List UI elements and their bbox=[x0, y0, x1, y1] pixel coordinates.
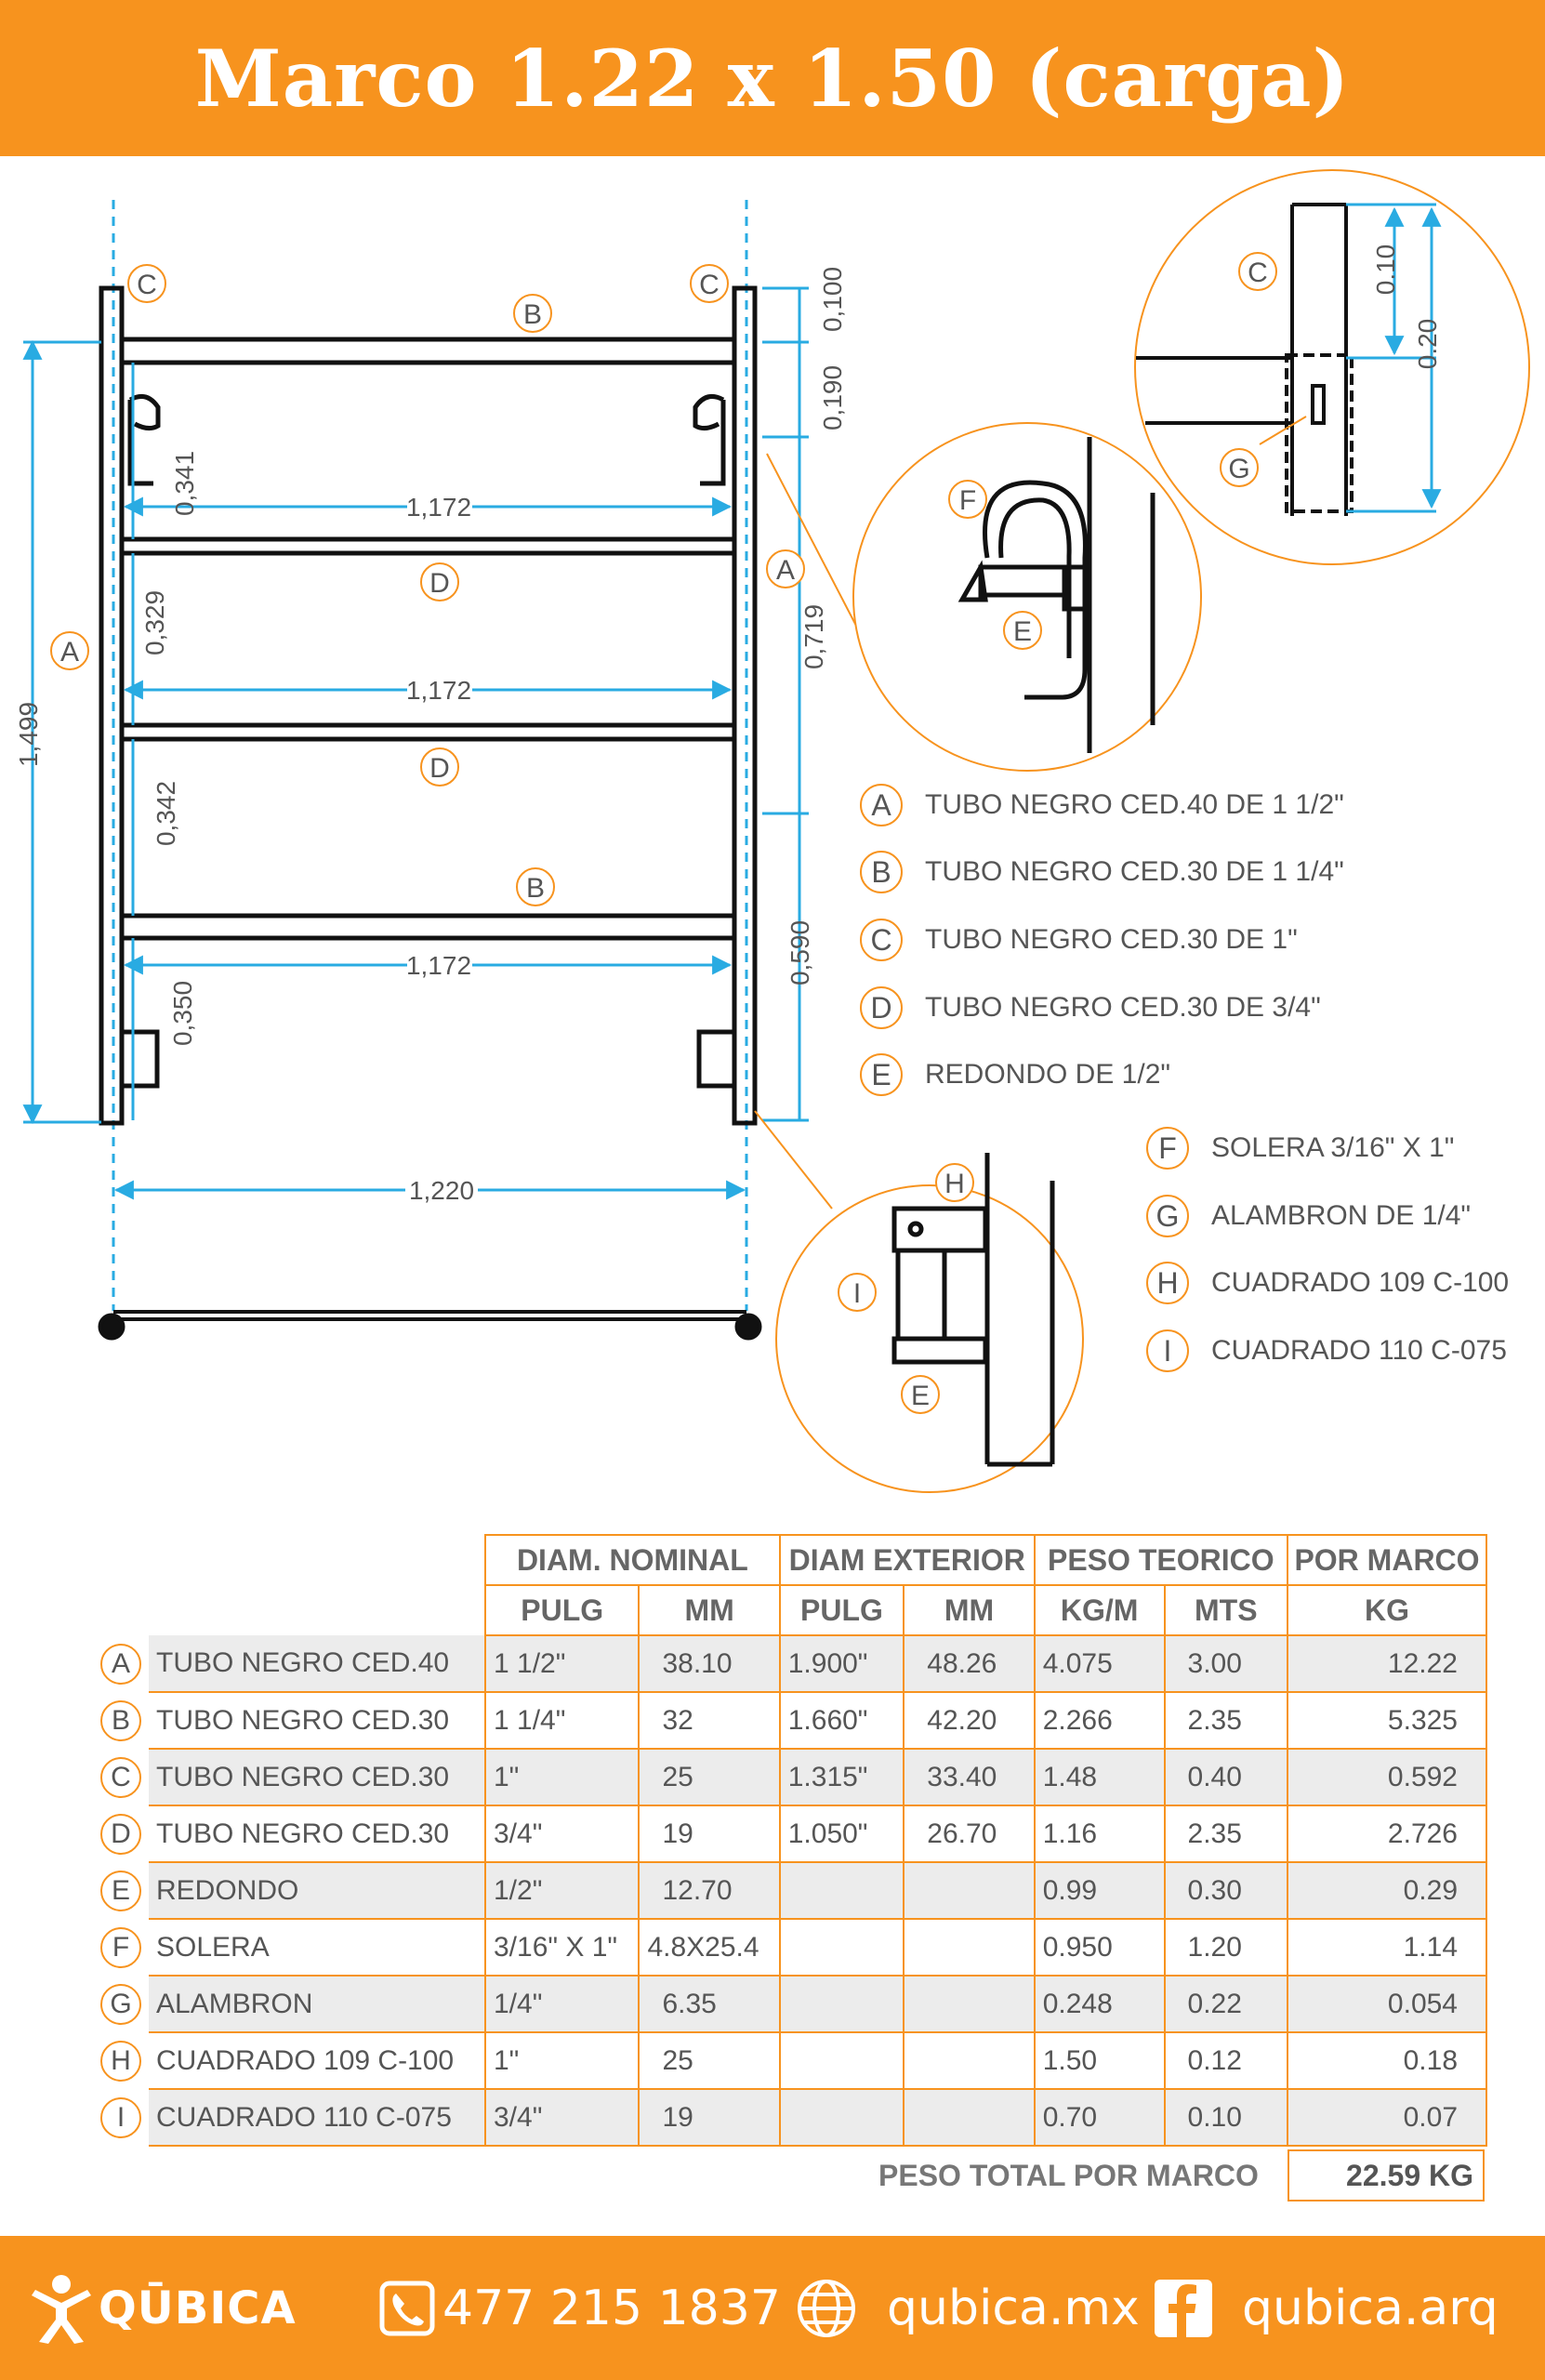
cell-ext-pulg bbox=[780, 1976, 905, 2032]
cell-nom-pulg: 3/16" X 1" bbox=[485, 1919, 639, 1976]
cell-mts: 0.40 bbox=[1165, 1749, 1288, 1805]
cell-nom-mm: 32 bbox=[639, 1692, 779, 1749]
legend-item-d bbox=[860, 986, 1321, 1029]
cell-kgm: 0.70 bbox=[1035, 2089, 1165, 2146]
cell-ext-pulg bbox=[780, 2089, 905, 2146]
cell-kg: 12.22 bbox=[1288, 1635, 1486, 1692]
dim-right-upper: 0,719 bbox=[799, 603, 828, 670]
cell-kg: 0.29 bbox=[1288, 1862, 1486, 1919]
dim-span-1: 1,172 bbox=[405, 493, 472, 522]
right-hook bbox=[695, 396, 723, 483]
dim-right-lower: 0,590 bbox=[786, 919, 814, 986]
dim-left-total: 1,499 bbox=[14, 701, 43, 768]
dim-detail-2: 0.20 bbox=[1413, 318, 1442, 370]
cell-kgm: 4.075 bbox=[1035, 1635, 1165, 1692]
legend-text: TUBO NEGRO CED.30 DE 1 1/4" bbox=[925, 856, 1344, 887]
svg-text:E: E bbox=[1012, 616, 1033, 647]
row-name: TUBO NEGRO CED.30 bbox=[149, 1749, 485, 1805]
total-value: 22.59 KG bbox=[1288, 2149, 1485, 2202]
footer-brand bbox=[28, 2236, 297, 2380]
top-rail-b bbox=[122, 339, 734, 363]
cell-nom-pulg: 1" bbox=[485, 1749, 639, 1805]
footer-facebook[interactable] bbox=[1155, 2236, 1499, 2380]
cell-ext-mm: 48.26 bbox=[904, 1635, 1034, 1692]
legend-item-i bbox=[1146, 1329, 1507, 1372]
cell-ext-pulg bbox=[780, 1862, 905, 1919]
cell-nom-mm: 4.8X25.4 bbox=[639, 1919, 779, 1976]
legend-text: REDONDO DE 1/2" bbox=[925, 1059, 1171, 1090]
svg-text:E: E bbox=[910, 1381, 931, 1411]
legend-item-c bbox=[860, 919, 1298, 961]
weight-table bbox=[93, 1534, 1487, 2147]
legend-item-b bbox=[860, 851, 1344, 893]
sub-header-mm: MM bbox=[904, 1585, 1034, 1635]
legend-item-h bbox=[1146, 1262, 1509, 1304]
legend-badge: C bbox=[860, 919, 903, 961]
dim-overall-width: 1,220 bbox=[408, 1176, 475, 1205]
cell-nom-mm: 25 bbox=[639, 2032, 779, 2089]
legend-badge: A bbox=[860, 784, 903, 826]
row-name: ALAMBRON bbox=[149, 1976, 485, 2032]
legend-text: CUADRADO 110 C-075 bbox=[1211, 1335, 1507, 1366]
cell-kg: 0.18 bbox=[1288, 2032, 1486, 2089]
cell-mts: 0.30 bbox=[1165, 1862, 1288, 1919]
row-letter-badge: G bbox=[100, 1984, 141, 2025]
cell-kgm: 1.50 bbox=[1035, 2032, 1165, 2089]
legend-badge: B bbox=[860, 851, 903, 893]
footer-bar bbox=[0, 2236, 1545, 2380]
group-header-per-frame: POR MARCO bbox=[1288, 1535, 1486, 1585]
svg-text:A: A bbox=[59, 637, 80, 668]
row-letter-badge: I bbox=[100, 2097, 141, 2138]
legend-badge: H bbox=[1146, 1262, 1189, 1304]
cell-kgm: 0.950 bbox=[1035, 1919, 1165, 1976]
cell-mts: 2.35 bbox=[1165, 1805, 1288, 1862]
row-name: CUADRADO 109 C-100 bbox=[149, 2032, 485, 2089]
table-row bbox=[93, 2032, 1486, 2089]
cell-kg: 0.054 bbox=[1288, 1976, 1486, 2032]
website-link[interactable]: qubica.mx bbox=[887, 2280, 1140, 2336]
cell-ext-pulg: 1.900" bbox=[780, 1635, 905, 1692]
cell-kgm: 2.266 bbox=[1035, 1692, 1165, 1749]
table-row bbox=[93, 1692, 1486, 1749]
svg-text:C: C bbox=[137, 270, 157, 300]
dim-span-2: 1,172 bbox=[405, 676, 472, 705]
table-row bbox=[93, 1749, 1486, 1805]
legend-badge: G bbox=[1146, 1195, 1189, 1237]
page-title: Marco 1.22 x 1.50 (carga) bbox=[194, 32, 1351, 125]
person-logo-icon bbox=[28, 2271, 95, 2346]
cell-kgm: 1.48 bbox=[1035, 1749, 1165, 1805]
svg-text:C: C bbox=[1248, 258, 1268, 288]
row-name: REDONDO bbox=[149, 1862, 485, 1919]
cell-kg: 1.14 bbox=[1288, 1919, 1486, 1976]
legend-text: TUBO NEGRO CED.30 DE 1" bbox=[925, 924, 1298, 955]
rail-b-lower bbox=[122, 916, 734, 938]
cell-ext-mm: 33.40 bbox=[904, 1749, 1034, 1805]
cell-nom-pulg: 1 1/4" bbox=[485, 1692, 639, 1749]
sub-header-kg: KG bbox=[1288, 1585, 1486, 1635]
cell-ext-pulg: 1.660" bbox=[780, 1692, 905, 1749]
legend-item-a bbox=[860, 784, 1344, 826]
svg-text:G: G bbox=[1228, 454, 1250, 484]
svg-text:B: B bbox=[525, 873, 546, 904]
dim-left-4: 0,350 bbox=[168, 980, 197, 1047]
cell-nom-pulg: 3/4" bbox=[485, 2089, 639, 2146]
svg-text:H: H bbox=[944, 1169, 965, 1199]
legend-item-f bbox=[1146, 1127, 1454, 1170]
svg-text:F: F bbox=[958, 485, 977, 516]
sub-header-mm: MM bbox=[639, 1585, 779, 1635]
row-name: TUBO NEGRO CED.30 bbox=[149, 1692, 485, 1749]
cell-nom-mm: 38.10 bbox=[639, 1635, 779, 1692]
row-letter-badge: C bbox=[100, 1757, 141, 1798]
cell-ext-mm bbox=[904, 2089, 1034, 2146]
cell-nom-pulg: 1 1/2" bbox=[485, 1635, 639, 1692]
row-letter-badge: D bbox=[100, 1814, 141, 1855]
sub-header-kgm: KG/M bbox=[1035, 1585, 1165, 1635]
cell-nom-pulg: 1/4" bbox=[485, 1976, 639, 2032]
cell-kg: 0.07 bbox=[1288, 2089, 1486, 2146]
cell-nom-mm: 19 bbox=[639, 1805, 779, 1862]
legend-text: CUADRADO 109 C-100 bbox=[1211, 1267, 1510, 1298]
cell-mts: 3.00 bbox=[1165, 1635, 1288, 1692]
weight-table-area bbox=[93, 1534, 1487, 2147]
total-label: PESO TOTAL POR MARCO bbox=[878, 2159, 1259, 2192]
cell-mts: 2.35 bbox=[1165, 1692, 1288, 1749]
cell-ext-pulg: 1.050" bbox=[780, 1805, 905, 1862]
svg-text:C: C bbox=[699, 270, 720, 300]
legend-text: SOLERA 3/16" X 1" bbox=[1211, 1132, 1455, 1163]
cell-ext-mm bbox=[904, 1862, 1034, 1919]
detail-post-top bbox=[1135, 170, 1529, 564]
facebook-handle[interactable]: qubica.arq bbox=[1242, 2280, 1499, 2336]
row-name: TUBO NEGRO CED.30 bbox=[149, 1805, 485, 1862]
row-letter-badge: H bbox=[100, 2041, 141, 2082]
row-name: CUADRADO 110 C-075 bbox=[149, 2089, 485, 2146]
svg-text:D: D bbox=[429, 753, 450, 784]
legend-badge: D bbox=[860, 986, 903, 1029]
cell-ext-pulg bbox=[780, 2032, 905, 2089]
legend-text: ALAMBRON DE 1/4" bbox=[1211, 1200, 1472, 1231]
facebook-icon bbox=[1155, 2280, 1212, 2337]
row-letter-badge: A bbox=[100, 1644, 141, 1685]
cell-ext-pulg bbox=[780, 1919, 905, 1976]
table-row bbox=[93, 1805, 1486, 1862]
cell-ext-mm bbox=[904, 1976, 1034, 2032]
legend-item-g bbox=[1146, 1195, 1471, 1237]
cell-kgm: 1.16 bbox=[1035, 1805, 1165, 1862]
rail-d-2 bbox=[122, 725, 734, 739]
table-row bbox=[93, 2089, 1486, 2146]
left-clamp bbox=[122, 1032, 157, 1086]
group-header-exterior: DIAM EXTERIOR bbox=[780, 1535, 1035, 1585]
dim-top-gap: 0,190 bbox=[818, 364, 847, 431]
footer-website[interactable] bbox=[796, 2236, 1140, 2380]
row-letter-badge: B bbox=[100, 1700, 141, 1741]
legend-text: TUBO NEGRO CED.30 DE 3/4" bbox=[925, 992, 1321, 1023]
cell-nom-pulg: 3/4" bbox=[485, 1805, 639, 1862]
group-header-weight: PESO TEORICO bbox=[1035, 1535, 1288, 1585]
dim-span-3: 1,172 bbox=[405, 951, 472, 980]
phone-number[interactable]: 477 215 1837 bbox=[442, 2280, 781, 2336]
table-row bbox=[93, 1919, 1486, 1976]
svg-text:A: A bbox=[775, 555, 796, 586]
right-post bbox=[734, 288, 755, 1123]
cell-ext-mm: 26.70 bbox=[904, 1805, 1034, 1862]
row-name: TUBO NEGRO CED.40 bbox=[149, 1635, 485, 1692]
cell-ext-mm: 42.20 bbox=[904, 1692, 1034, 1749]
cell-ext-mm bbox=[904, 2032, 1034, 2089]
cell-nom-mm: 6.35 bbox=[639, 1976, 779, 2032]
row-letter-badge: F bbox=[100, 1927, 141, 1968]
sub-header-pulg: PULG bbox=[780, 1585, 905, 1635]
cell-kg: 2.726 bbox=[1288, 1805, 1486, 1862]
legend-badge: F bbox=[1146, 1127, 1189, 1170]
table-row bbox=[93, 1862, 1486, 1919]
cell-nom-pulg: 1/2" bbox=[485, 1862, 639, 1919]
header-bar bbox=[0, 0, 1545, 156]
left-post bbox=[101, 288, 122, 1123]
cell-nom-mm: 25 bbox=[639, 1749, 779, 1805]
group-header-nominal: DIAM. NOMINAL bbox=[485, 1535, 780, 1585]
phone-icon bbox=[379, 2281, 435, 2336]
cell-kgm: 0.99 bbox=[1035, 1862, 1165, 1919]
svg-text:D: D bbox=[429, 568, 450, 599]
dim-top-post: 0,100 bbox=[818, 266, 847, 333]
table-row bbox=[93, 1635, 1486, 1692]
dim-left-1: 0,341 bbox=[170, 450, 199, 517]
dim-left-2: 0,329 bbox=[140, 589, 169, 656]
cell-ext-pulg: 1.315" bbox=[780, 1749, 905, 1805]
cell-mts: 0.22 bbox=[1165, 1976, 1288, 2032]
cell-mts: 0.10 bbox=[1165, 2089, 1288, 2146]
detail-clamp bbox=[776, 1153, 1083, 1492]
cell-nom-mm: 19 bbox=[639, 2089, 779, 2146]
brand-name: QŪBICA bbox=[99, 2281, 297, 2334]
right-clamp bbox=[699, 1032, 734, 1086]
cell-mts: 0.12 bbox=[1165, 2032, 1288, 2089]
sub-header-pulg: PULG bbox=[485, 1585, 639, 1635]
legend-text: TUBO NEGRO CED.40 DE 1 1/2" bbox=[925, 789, 1344, 820]
legend-badge: I bbox=[1146, 1329, 1189, 1372]
globe-icon bbox=[796, 2278, 857, 2339]
legend-item-e bbox=[860, 1053, 1170, 1096]
cell-ext-mm bbox=[904, 1919, 1034, 1976]
sub-header-mts: MTS bbox=[1165, 1585, 1288, 1635]
table-row bbox=[93, 1976, 1486, 2032]
rail-d-1 bbox=[122, 539, 734, 553]
row-name: SOLERA bbox=[149, 1919, 485, 1976]
cell-kg: 0.592 bbox=[1288, 1749, 1486, 1805]
footer-phone[interactable] bbox=[379, 2236, 781, 2380]
cell-nom-pulg: 1" bbox=[485, 2032, 639, 2089]
cell-kg: 5.325 bbox=[1288, 1692, 1486, 1749]
svg-text:B: B bbox=[522, 299, 543, 330]
dim-detail-1: 0.10 bbox=[1371, 244, 1400, 296]
svg-text:I: I bbox=[852, 1278, 862, 1309]
row-letter-badge: E bbox=[100, 1871, 141, 1911]
legend-badge: E bbox=[860, 1053, 903, 1096]
cell-mts: 1.20 bbox=[1165, 1919, 1288, 1976]
cell-nom-mm: 12.70 bbox=[639, 1862, 779, 1919]
cell-kgm: 0.248 bbox=[1035, 1976, 1165, 2032]
detail-hook bbox=[853, 423, 1201, 771]
dim-left-3: 0,342 bbox=[152, 780, 180, 847]
